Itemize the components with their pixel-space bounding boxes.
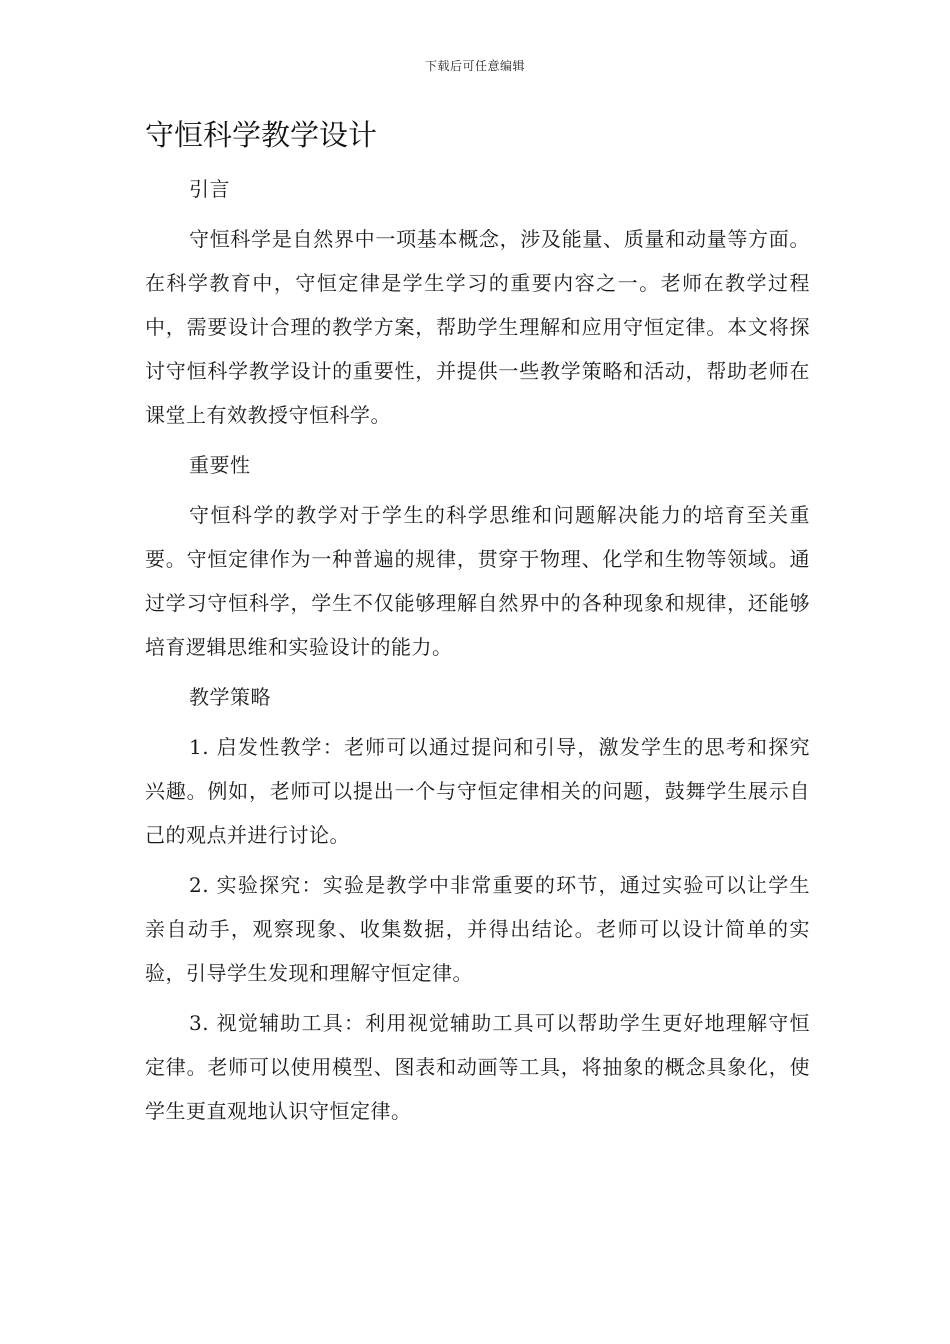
document-title: 守恒科学教学设计 [145, 118, 378, 152]
document-body [145, 167, 810, 1139]
section-heading-introduction: 引言 [189, 177, 230, 201]
importance-paragraph: 守恒科学的教学对于学生的科学思维和问题解决能力的培育至关重要。守恒定律作为一种普遍的规律，贯穿于物理、化学和生物等领域。通过学习守恒科学，学生不仅能够理解自然界中的各种现象和规律，还能够培育逻辑思维和实验设计的能力。 [145, 503, 810, 659]
section-heading-importance: 重要性 [189, 453, 251, 477]
strategy-item-2: 2. 实验探究：实验是教学中非常重要的环节，通过实验可以让学生亲自动手，观察现象、收集数据，并得出结论。老师可以设计简单的实验，引导学生发现和理解守恒定律。 [145, 873, 810, 985]
strategy-item-1: 1. 启发性教学：老师可以通过提问和引导，激发学生的思考和探究兴趣。例如，老师可以提出一个与守恒定律相关的问题，鼓舞学生展示自己的观点并进行讨论。 [145, 735, 810, 847]
page-header-note: 下载后可任意编辑 [424, 59, 525, 73]
strategy-item-3: 3. 视觉辅助工具：利用视觉辅助工具可以帮助学生更好地理解守恒定律。老师可以使用模型、图表和动画等工具，将抽象的概念具象化，使学生更直观地认识守恒定律。 [145, 1011, 810, 1123]
introduction-paragraph: 守恒科学是自然界中一项基本概念，涉及能量、质量和动量等方面。在科学教育中，守恒定律是学生学习的重要内容之一。老师在教学过程中，需要设计合理的教学方案，帮助学生理解和应用守恒定律。本文将探讨守恒科学教学设计的重要性，并提供一些教学策略和活动，帮助老师在课堂上有效教授守恒科学。 [145, 227, 810, 427]
section-heading-strategies: 教学策略 [189, 685, 271, 709]
